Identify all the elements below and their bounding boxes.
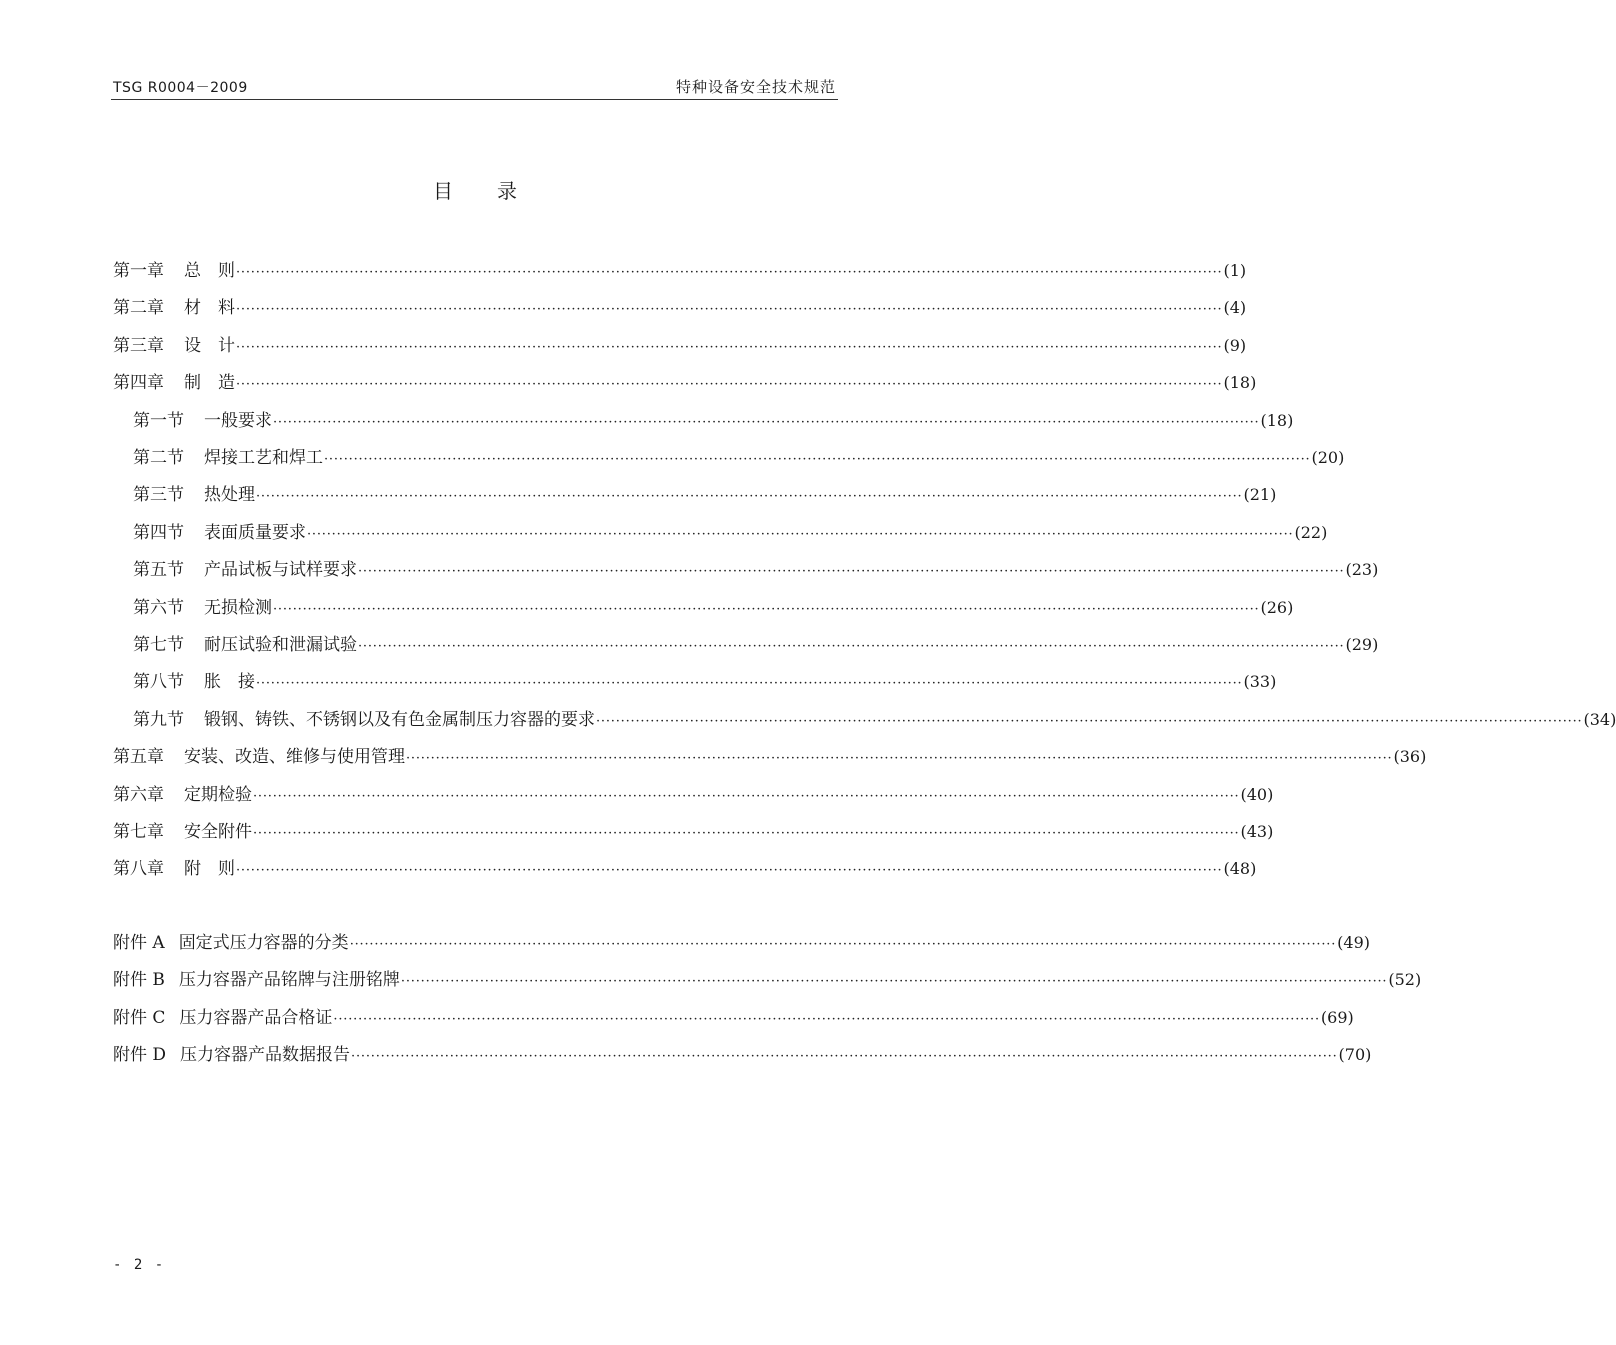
toc-entry[interactable] (113, 817, 1274, 845)
toc-entry-label (113, 293, 235, 318)
toc-leader-dots: ········································································································································································································ (236, 265, 1223, 280)
toc-entry[interactable] (113, 965, 1422, 993)
toc-leader-dots: ········································································································································································································ (256, 489, 1243, 505)
toc-entry-number: 第五节 (133, 560, 184, 581)
toc-entry-title: 焊接工艺和焊工 (204, 448, 323, 468)
toc-entry[interactable] (113, 1003, 1354, 1031)
toc-entry-label (113, 928, 349, 953)
toc-title: 目录 (433, 179, 561, 203)
toc-page-number: (29) (1345, 635, 1379, 654)
toc-entry-number: 第二节 (133, 448, 184, 468)
toc-entry-label (113, 1040, 350, 1065)
toc-entry-number: 第四节 (133, 522, 184, 543)
toc-entry-number: 附件 B (113, 970, 165, 991)
toc-leader-dots: ········································································································································································································ (273, 414, 1260, 430)
toc-entry-title: 安装、改造、维修与使用管理 (184, 747, 405, 768)
toc-entry-number: 第七节 (133, 635, 184, 655)
toc-entry[interactable] (113, 1040, 1372, 1068)
toc-entry-title: 总 则 (184, 261, 235, 281)
toc-entry-label (113, 368, 235, 393)
toc-page-number: (23) (1345, 560, 1379, 580)
toc-entry-title: 表面质量要求 (204, 522, 306, 543)
toc-entry-label (133, 667, 255, 692)
toc-leader-dots: ········································································································································································································ (253, 788, 1240, 804)
toc-entry[interactable] (113, 928, 1370, 956)
toc-page-number: (9) (1223, 335, 1247, 355)
toc-leader-dots: ········································································································································································································ (358, 639, 1345, 654)
toc-leader-dots: ········································································································································································································ (596, 713, 1583, 729)
toc-entry-title: 压力容器产品铭牌与注册铭牌 (178, 970, 400, 991)
toc-entry-title: 锻钢、铸铁、不锈钢以及有色金属制压力容器的要求 (204, 709, 595, 730)
toc-page-number: (40) (1240, 784, 1274, 804)
toc-leader-dots: ········································································································································································································ (324, 452, 1311, 467)
toc-entry-number: 第一章 (113, 261, 164, 281)
toc-leader-dots: ········································································································································································································ (406, 751, 1393, 767)
toc-leader-dots: ········································································································································································································ (273, 601, 1260, 617)
toc-entry-label (133, 480, 255, 505)
toc-entry-label (113, 854, 235, 879)
toc-page-number: (22) (1294, 522, 1328, 542)
toc-section-entry[interactable] (133, 667, 1277, 695)
toc-entry-label (133, 443, 323, 468)
toc-entry-label (133, 518, 306, 543)
toc-entry-label (113, 742, 405, 767)
toc-page-number: (48) (1223, 859, 1257, 879)
toc-entry-title: 附 则 (184, 859, 235, 880)
toc-leader-dots: ········································································································································································································ (307, 526, 1294, 542)
toc-entry[interactable] (113, 742, 1427, 770)
toc-page-number: (1) (1223, 261, 1247, 280)
toc-section-entry[interactable] (133, 443, 1345, 471)
toc-entry-label (113, 965, 400, 990)
toc-entry-number: 第八节 (133, 672, 184, 693)
toc-entry-title: 设 计 (184, 335, 235, 356)
toc-page-number: (33) (1243, 672, 1277, 692)
toc-page-number: (52) (1388, 970, 1422, 990)
toc-entry-label (113, 256, 235, 281)
toc-entry-label (113, 1003, 332, 1028)
toc-entry-number: 第四章 (113, 373, 164, 394)
toc-entry-label (133, 406, 272, 431)
toc-leader-dots: ········································································································································································································ (236, 863, 1223, 879)
toc-page-number: (18) (1223, 373, 1257, 393)
toc-section-entry[interactable] (133, 593, 1294, 621)
header-rule (111, 99, 838, 100)
toc-entry-number: 第六节 (133, 597, 184, 618)
toc-leader-dots: ········································································································································································································ (349, 937, 1337, 952)
toc-entry[interactable] (113, 256, 1247, 284)
toc-page-number: (4) (1223, 298, 1247, 318)
toc-entry-number: 第五章 (113, 747, 164, 768)
toc-entry-label (133, 555, 357, 580)
toc-page-number: (21) (1243, 485, 1277, 505)
toc-entry-title: 安全附件 (184, 822, 252, 842)
toc-entry-number: 附件 C (113, 1007, 166, 1028)
page-number: - 2 - (113, 1257, 166, 1273)
toc-entry-title: 热处理 (204, 485, 255, 506)
toc-entry-number: 第三章 (113, 335, 164, 356)
toc-entry-number: 第八章 (113, 859, 164, 880)
toc-entry-title: 制 造 (184, 373, 235, 394)
toc-leader-dots: ········································································································································································································ (400, 974, 1388, 990)
toc-entry-number: 第二章 (113, 298, 164, 319)
toc-entry[interactable] (113, 854, 1257, 882)
toc-section-entry[interactable] (133, 555, 1379, 583)
toc-entry[interactable] (113, 331, 1247, 359)
toc-entry-label (113, 817, 252, 842)
toc-page-number: (49) (1337, 933, 1370, 952)
toc-page-number: (43) (1240, 822, 1274, 841)
toc-entry-number: 第一节 (133, 410, 184, 431)
toc-entry[interactable] (113, 368, 1257, 396)
toc-entry-title: 一般要求 (204, 410, 272, 431)
toc-entry-number: 附件 D (113, 1045, 167, 1066)
toc-entry-title: 固定式压力容器的分类 (178, 933, 349, 953)
toc-entry-title: 定期检验 (184, 784, 252, 805)
toc-page-number: (26) (1260, 597, 1294, 617)
toc-leader-dots: ········································································································································································································ (236, 339, 1223, 355)
toc-entry-number: 第七章 (113, 822, 164, 842)
toc-entry-label (133, 593, 272, 618)
toc-entry-number: 第三节 (133, 485, 184, 506)
toc-entry-title: 产品试板与试样要求 (204, 560, 357, 581)
toc-entry-label (133, 705, 595, 730)
document-series: 特种设备安全技术规范 (675, 78, 836, 96)
toc-leader-dots: ········································································································································································································ (333, 1011, 1320, 1027)
toc-page-number: (70) (1338, 1045, 1372, 1065)
toc-section-entry[interactable] (133, 518, 1328, 546)
toc-leader-dots: ········································································································································································································ (253, 826, 1240, 841)
toc-page-number: (20) (1311, 448, 1345, 467)
toc-entry-title: 无损检测 (204, 597, 272, 618)
toc-entry-label (113, 780, 252, 805)
toc-entry-number: 第九节 (133, 709, 184, 730)
toc-section-entry[interactable] (133, 705, 1616, 733)
page-header (111, 76, 838, 98)
toc-entry-number: 附件 A (113, 933, 165, 953)
toc-leader-dots: ········································································································································································································ (358, 564, 1345, 580)
toc-section-entry[interactable] (133, 630, 1379, 658)
toc-entry-title: 胀 接 (204, 672, 255, 693)
toc-leader-dots: ········································································································································································································ (256, 676, 1243, 692)
toc-leader-dots: ········································································································································································································ (236, 302, 1223, 318)
toc-page-number: (34) (1583, 709, 1616, 729)
toc-page-number: (18) (1260, 410, 1294, 430)
toc-entry-title: 压力容器产品合格证 (179, 1007, 333, 1028)
toc-section-entry[interactable] (133, 406, 1294, 434)
toc-entry-label (113, 331, 235, 356)
toc-leader-dots: ········································································································································································································ (236, 377, 1223, 393)
toc-page-number: (69) (1320, 1007, 1354, 1027)
toc-entry[interactable] (113, 780, 1274, 808)
toc-entry[interactable] (113, 293, 1247, 321)
toc-entry-title: 压力容器产品数据报告 (180, 1045, 351, 1066)
toc-page-number: (36) (1393, 747, 1427, 767)
toc-entry-title: 耐压试验和泄漏试验 (204, 635, 357, 655)
toc-section-entry[interactable] (133, 480, 1277, 508)
toc-entry-title: 材 料 (184, 298, 235, 319)
document-code: TSG R0004－2009 (113, 80, 248, 96)
toc-entry-number: 第六章 (113, 784, 164, 805)
toc-entry-label (133, 630, 357, 655)
toc-leader-dots: ········································································································································································································ (351, 1049, 1338, 1065)
